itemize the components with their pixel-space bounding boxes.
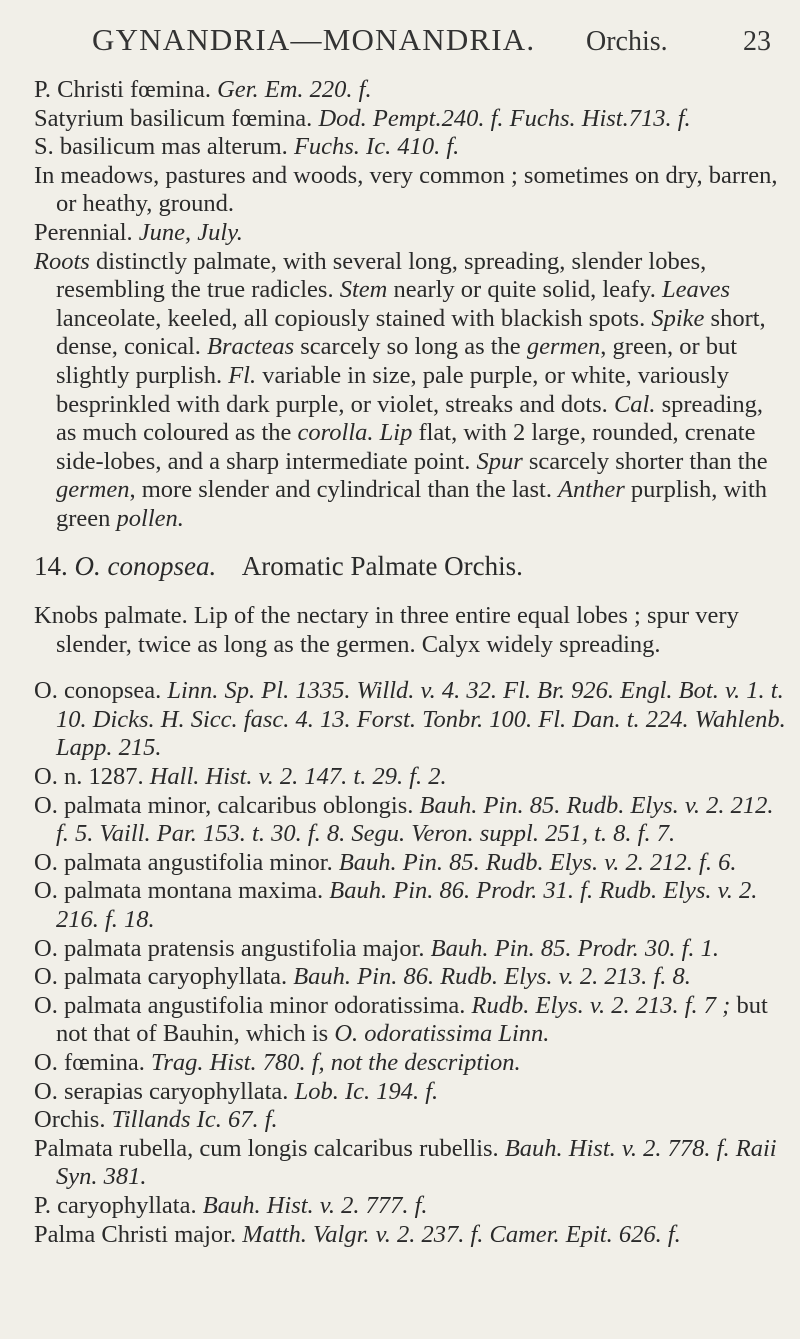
page-number: 23 (743, 26, 771, 57)
page-body (34, 76, 789, 1249)
synonym-entry: Satyrium basilicum fœmina. Dod. Pempt.240. f. Fuchs. Hist.713. f. (34, 104, 691, 132)
synonym-entry: Orchis. Tillands Ic. 67. f. (34, 1106, 278, 1134)
synonym-entry: O. palmata pratensis angustifolia major. Bauh. Pin. 85. Prodr. 30. f. 1. (34, 934, 720, 962)
synonym-entry: O. palmata angustifolia minor odoratissima. Rudb. Elys. v. 2. 213. f. 7 ; but not that of Bauhin, which is O. odoratissima Linn. (34, 991, 768, 1048)
species-heading: 14. O. conopsea. Aromatic Palmate Orchis. (34, 550, 523, 581)
habitat: In meadows, pastures and woods, very common ; sometimes on dry, barren, or heathy, ground. (34, 161, 778, 218)
synonym-entry: O. palmata angustifolia minor. Bauh. Pin. 85. Rudb. Elys. v. 2. 212. f. 6. (34, 848, 737, 876)
synonym-entry: Palmata rubella, cum longis calcaribus rubellis. Bauh. Hist. v. 2. 778. f. Raii Syn. 381. (34, 1134, 777, 1191)
synonym-entry: P. Christi fœmina. Ger. Em. 220. f. (34, 76, 372, 103)
synonym-entry: O. conopsea. Linn. Sp. Pl. 1335. Willd. v. 4. 32. Fl. Br. 926. Engl. Bot. v. 1. t. 10. Dicks. H. Sicc. fasc. 4. 13. Forst. Tonbr. 100. Fl. Dan. t. 224. Wahlenb. Lapp. 215. (34, 677, 786, 762)
header-title: GYNANDRIA—MONANDRIA. (92, 22, 536, 57)
synonym-entry: O. palmata minor, calcaribus oblongis. Bauh. Pin. 85. Rudb. Elys. v. 2. 212. f. 5. Vaill. Par. 153. t. 30. f. 8. Segu. Veron. suppl. 251, t. 8. f. 7. (34, 791, 774, 848)
synonym-entry: O. palmata caryophyllata. Bauh. Pin. 86. Rudb. Elys. v. 2. 213. f. 8. (34, 963, 691, 991)
synonym-entry: Palma Christi major. Matth. Valgr. v. 2. 237. f. Camer. Epit. 626. f. (34, 1220, 681, 1248)
duration-flowering: Perennial. June, July. (34, 218, 243, 246)
species-description: Roots distinctly palmate, with several long, spreading, slender lobes, resembling the true radicles. Stem nearly or quite solid, leafy. Leaves lanceolate, keeled, all copiously stained with blackish spots. Spike short, dense, conical. Bracteas scarcely so long as the germen, green, or but slightly purplish. Fl. variable in size, pale purple, or white, variously besprinkled with dark purple, or violet, streaks and dots. Cal. spreading, as much coloured as the corolla. Lip flat, with 2 large, rounded, crenate side-lobes, and a sharp intermediate point. Spur scarcely shorter than the germen, more slender and cylindrical than the last. Anther purplish, with green pollen. (34, 247, 768, 532)
synonym-entry: S. basilicum mas alterum. Fuchs. Ic. 410. f. (34, 133, 460, 161)
header-genus: Orchis. (586, 26, 668, 57)
synonym-entry: O. serapias caryophyllata. Lob. Ic. 194. f. (34, 1077, 439, 1105)
running-header (0, 16, 800, 62)
synonym-entry: P. caryophyllata. Bauh. Hist. v. 2. 777. f. (34, 1191, 428, 1219)
synonym-entry: O. palmata montana maxima. Bauh. Pin. 86. Prodr. 31. f. Rudb. Elys. v. 2. 216. f. 18. (34, 877, 758, 934)
synonym-entry: O. fœmina. Trag. Hist. 780. f, not the description. (34, 1049, 521, 1076)
synonym-entry: O. n. 1287. Hall. Hist. v. 2. 147. t. 29. f. 2. (34, 763, 447, 791)
diagnosis: Knobs palmate. Lip of the nectary in three entire equal lobes ; spur very slender, twice as long as the germen. Calyx widely spreading. (34, 602, 739, 658)
